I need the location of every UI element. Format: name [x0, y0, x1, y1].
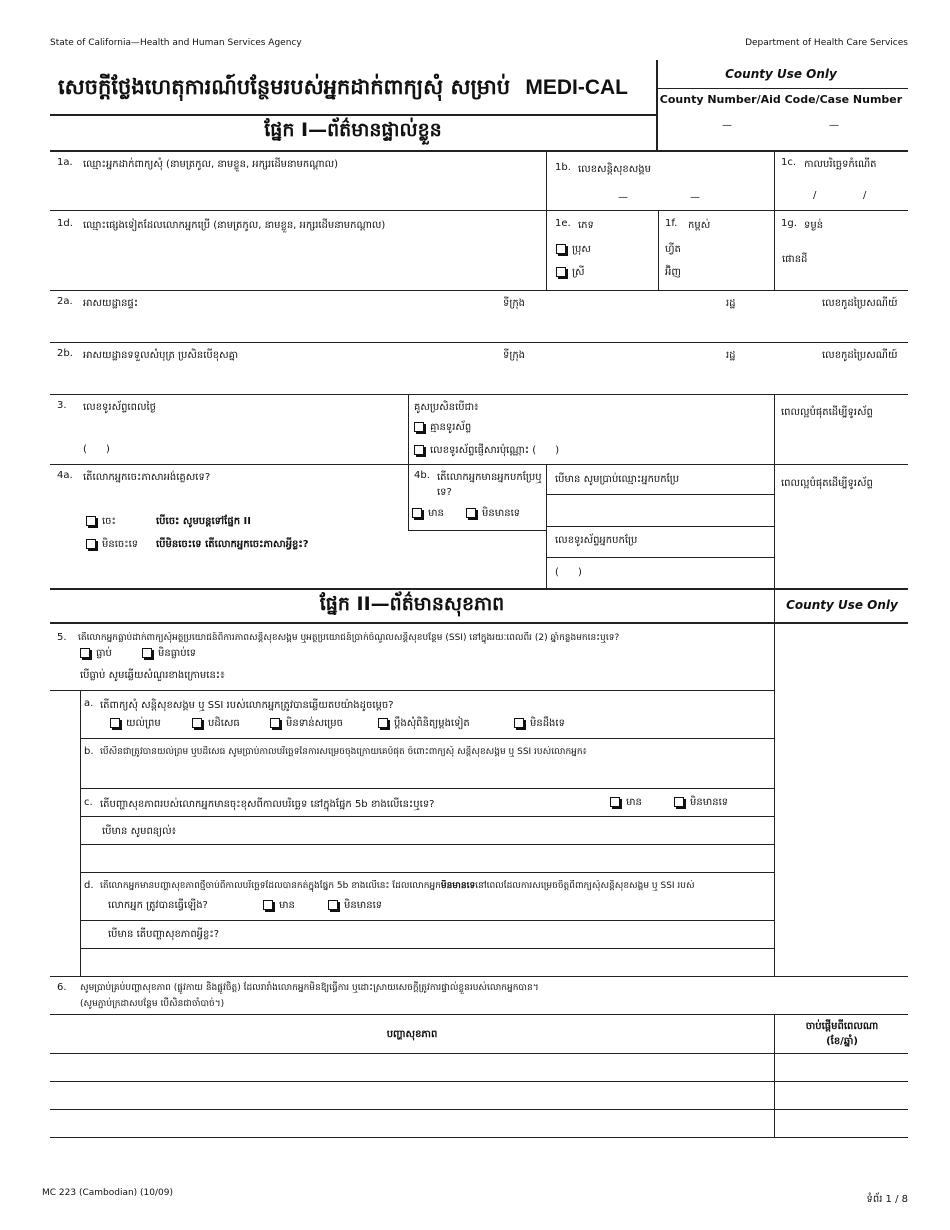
interpreter-yes-checkbox[interactable]: មាន	[412, 506, 444, 521]
q1e-label: ភេទ	[578, 220, 594, 231]
q5d-yes-checkbox[interactable]: មាន	[263, 898, 295, 913]
q5-number: 5.	[57, 632, 67, 643]
q1b-number: 1b.	[555, 162, 571, 173]
form-title: សេចក្តីថ្លែងហេតុការណ៍បន្ថែមរបស់អ្នកដាក់ពាក្យសុំ សម្រាប់ MEDI-CAL	[58, 75, 628, 99]
start-date-row-field[interactable]	[776, 1055, 906, 1079]
checkbox-icon	[412, 508, 422, 518]
q2b-state-label: រដ្ឋ	[726, 350, 736, 361]
q2b-city-label: ទីក្រុង	[503, 350, 526, 361]
start-date-column-header: ចាប់ផ្តើមពីពេលណា (ខែ/ឆ្នាំ)	[805, 1021, 879, 1047]
q2a-state-label: រដ្ឋ	[726, 298, 736, 309]
ssn-dash: —	[690, 192, 700, 203]
q2a-zip-label: លេខកូដប្រៃសណីយ៍	[822, 298, 898, 309]
english-no-checkbox[interactable]: មិនចេះទេ	[86, 537, 138, 552]
checkbox-icon	[514, 718, 524, 728]
checkbox-icon	[378, 718, 388, 728]
q5d-no-checkbox[interactable]: មិនមានទេ	[328, 898, 382, 913]
english-no-note: បើមិនចេះទេ តើលោកអ្នកចេះភាសាអ្វីខ្លះ?	[156, 539, 309, 550]
interpreter-no-checkbox[interactable]: មិនមានទេ	[466, 506, 520, 521]
message-phone-checkbox[interactable]: លេខទូរស័ព្ទផ្ញើសារប៉ុណ្ណោះ ( )	[414, 443, 559, 458]
q3-check-label: គូសប្រសិនបើជា៖	[414, 402, 479, 413]
q1c-number: 1c.	[781, 157, 797, 168]
checkbox-icon	[80, 648, 90, 658]
checkbox-icon	[610, 797, 620, 807]
checkbox-icon	[328, 900, 338, 910]
interpreter-phone-field[interactable]: ( )	[555, 567, 582, 578]
dob-slash: /	[863, 190, 867, 201]
q1c-label: កាលបរិច្ឆេទកំណើត	[804, 159, 877, 170]
health-problem-row-field[interactable]	[52, 1083, 772, 1107]
q2a-city-label: ទីក្រុង	[503, 298, 526, 309]
q1d-number: 1d.	[57, 218, 73, 229]
q5-text: តើលោកអ្នកធ្លាប់ដាក់ពាក្យសុំអត្ថប្រយោជន៍ពិការភាពសន្តិសុខសង្គម ឬអត្ថប្រយោជន៍ប្រាក់ចំណូលសន្តិសុខបន្ថែម (SSI) នៅក្នុងរយៈពេលពីរ (2) ឆ្នាំកន្លងមកនេះឬទេ?	[78, 633, 620, 643]
agency-name: State of California—Health and Human Services Agency	[50, 38, 302, 48]
q2a-number: 2a.	[57, 296, 73, 307]
q5a-denied-checkbox[interactable]: បដិសេធ	[192, 716, 240, 731]
county-use-only-label: County Use Only	[725, 67, 837, 81]
checkbox-icon	[556, 244, 566, 254]
page-number: ទំព័រ 1 / 8	[866, 1194, 908, 1205]
checkbox-icon	[110, 718, 120, 728]
q5a-letter: a.	[84, 698, 94, 709]
q5b-letter: b.	[84, 746, 94, 757]
q1a-label: ឈ្មោះអ្នកដាក់ពាក្យសុំ (នាមត្រកូល, នាមខ្លួន, អក្សរដើមនាមកណ្តាល)	[83, 159, 339, 170]
checkbox-icon	[414, 422, 424, 432]
county-number-dash: —	[722, 120, 732, 131]
health-problem-row-field[interactable]	[52, 1055, 772, 1079]
checkbox-icon	[674, 797, 684, 807]
q6-number: 6.	[57, 982, 67, 993]
ssn-dash: —	[618, 192, 628, 203]
sex-male-checkbox[interactable]: ប្រុស	[556, 242, 591, 257]
q1f-number: 1f.	[665, 218, 678, 229]
q2b-zip-label: លេខកូដប្រៃសណីយ៍	[822, 350, 898, 361]
start-date-row-field[interactable]	[776, 1083, 906, 1107]
q5a-unknown-checkbox[interactable]: មិនដឹងទេ	[514, 716, 565, 731]
interpreter-name-label: បើមាន សូមប្រាប់ឈ្មោះអ្នកបកប្រែ	[555, 474, 680, 485]
q5a-appeal-checkbox[interactable]: ប្តឹងសុំពិនិត្យម្តងទៀត	[378, 716, 470, 731]
q5b-text: បើសិនជាត្រូវបានយល់ព្រម ឬបដិសេធ សូមប្រាប់កាលបរិច្ឆេទនៃការសម្រេចចុងក្រោយគេបំផុត ចំពោះពាក្យសុំ សន្តិសុខសង្គម ឬ SSI របស់លោកអ្នក៖	[100, 747, 587, 757]
weight-pounds-label: ផោនដី	[782, 254, 808, 265]
q5d-text: តើលោកអ្នកមានបញ្ហាសុខភាពថ្មីចាប់ពីកាលបរិច្ឆេទដែលបានកត់ក្នុងផ្នែក 5b ខាងលើនេះ ដែលលោកអ្នកមិនមានទេនៅពេលដែលការសម្រេចចិត្តពីពាក្យសុំសន្តិសុខសង្គម ឬ SSI របស់	[100, 881, 695, 891]
q1d-label: ឈ្មោះផ្សេងទៀតដែលលោកអ្នកប្រើ (នាមត្រកូល, នាមខ្លួន, អក្សរដើមនាមកណ្តាល)	[83, 220, 386, 231]
health-problem-row-field[interactable]	[52, 1111, 772, 1135]
q5a-pending-checkbox[interactable]: មិនទាន់សម្រេច	[270, 716, 343, 731]
section-2-title: ផ្នែក II—ព័ត៌មានសុខភាព	[319, 593, 505, 615]
q5d-if-label: បើមាន តើបញ្ហាសុខភាពអ្វីខ្លះ?	[108, 929, 220, 940]
height-field[interactable]	[700, 238, 772, 286]
q4a-label: តើលោកអ្នកចេះភាសាអង់គ្លេសទេ?	[83, 472, 211, 483]
q5c-explain-field[interactable]	[82, 846, 772, 870]
county-number-dash: —	[829, 120, 839, 131]
county-number-label: County Number/Aid Code/Case Number	[659, 93, 903, 106]
q5d-text-cont: លោកអ្នក ត្រូវបានធ្វើឡើង?	[108, 900, 208, 911]
checkbox-icon	[556, 267, 566, 277]
no-phone-checkbox[interactable]: គ្មានទូរស័ព្ទ	[414, 420, 471, 435]
q4b-label: តើលោកអ្នកមានអ្នកបកប្រែឬទេ?	[437, 472, 542, 498]
q5d-letter: d.	[84, 880, 94, 891]
q4b-number: 4b.	[414, 470, 430, 481]
checkbox-icon	[142, 648, 152, 658]
checkbox-icon	[86, 516, 96, 526]
q5a-text: តើពាក្យសុំ សន្តិសុខសង្គម ឬ SSI របស់លោកអ្នកត្រូវបានឆ្លើយតបយ៉ាងដូចម្តេច?	[100, 700, 394, 711]
q5-no-checkbox[interactable]: មិនធ្លាប់ទេ	[142, 646, 196, 661]
dob-field[interactable]	[776, 176, 908, 208]
interpreter-name-field[interactable]	[548, 496, 772, 524]
county-use-only-label: County Use Only	[786, 598, 898, 612]
q3-number: 3.	[57, 400, 67, 411]
q4-best-time-label: ពេលល្អបំផុតដើម្បីទូរស័ព្ទ	[781, 478, 873, 489]
department-name: Department of Health Care Services	[745, 38, 908, 48]
q5-if-label: បើធ្លាប់ សូមឆ្លើយសំណួរខាងក្រោមនេះ៖	[80, 670, 225, 681]
q5c-letter: c.	[84, 797, 93, 808]
height-feet-label: ហ្វីត	[665, 244, 681, 255]
english-yes-note: បើចេះ សូមបន្តទៅផ្នែក II	[156, 516, 251, 527]
other-names-field[interactable]	[52, 234, 546, 288]
q5a-approved-checkbox[interactable]: យល់ព្រម	[110, 716, 161, 731]
home-address-field[interactable]	[52, 312, 908, 340]
q6-note: (សូមភ្ជាប់ក្រដាសបន្ថែម បើសិនជាចាំបាច់។)	[80, 999, 225, 1009]
sex-female-checkbox[interactable]: ស្រី	[556, 265, 585, 280]
height-inches-label: អ៊ិញ	[665, 267, 681, 278]
q5c-if-label: បើមាន សូមពន្យល់៖	[102, 826, 177, 837]
interpreter-phone-label: លេខទូរស័ព្ទអ្នកបកប្រែ	[555, 535, 638, 546]
checkbox-icon	[263, 900, 273, 910]
q1a-number: 1a.	[57, 157, 73, 168]
checkbox-icon	[466, 508, 476, 518]
q5c-no-checkbox[interactable]: មិនមានទេ	[674, 795, 728, 810]
q5b-date-field[interactable]	[82, 762, 772, 786]
q6-text: សូមប្រាប់គ្រប់បញ្ហាសុខភាព (ផ្លូវកាយ និងផ្លូវចិត្ត) ដែលរារាំងលោកអ្នកមិនឱ្យធ្វើការ ឬដោះស្រាយសេចក្តីត្រូវការផ្ទាល់ខ្លួនរបស់លោកអ្នកបាន។	[80, 983, 539, 993]
q2b-number: 2b.	[57, 348, 73, 359]
checkbox-icon	[86, 539, 96, 549]
q4a-number: 4a.	[57, 470, 73, 481]
checkbox-icon	[270, 718, 280, 728]
q1g-number: 1g.	[781, 218, 797, 229]
mailing-address-field[interactable]	[52, 364, 908, 392]
q3-label: លេខទូរស័ព្ទពេលថ្ងៃ	[83, 402, 156, 413]
q2b-label: អាសយដ្ឋានទទួលសំបុត្រ ប្រសិនបើខុសគ្នា	[83, 350, 239, 361]
q1b-label: លេខសន្តិសុខសង្គម	[578, 164, 651, 175]
checkbox-icon	[414, 445, 424, 455]
applicant-name-field[interactable]	[52, 172, 546, 208]
q5c-yes-checkbox[interactable]: មាន	[610, 795, 642, 810]
dob-slash: /	[813, 190, 817, 201]
q3-best-time-label: ពេលល្អបំផុតដើម្បីទូរស័ព្ទ	[781, 407, 873, 418]
q5-yes-checkbox[interactable]: ធ្លាប់	[80, 646, 112, 661]
q1e-number: 1e.	[555, 218, 571, 229]
ssn-field[interactable]	[548, 176, 772, 208]
health-problem-column-header: បញ្ហាសុខភាព	[386, 1029, 438, 1040]
daytime-phone-field[interactable]: ( )	[83, 444, 110, 455]
form-id: MC 223 (Cambodian) (10/09)	[42, 1188, 174, 1198]
weight-field[interactable]	[820, 240, 906, 284]
q1g-label: ទម្ងន់	[804, 220, 824, 231]
q5c-text: តើបញ្ហាសុខភាពរបស់លោកអ្នកមានចុះខុសពីកាលបរិច្ឆេទ នៅក្នុងផ្នែក 5b ខាងលើនេះឬទេ?	[100, 799, 435, 810]
q2a-label: អាសយដ្ឋានផ្ទះ	[83, 298, 139, 309]
q1f-label: កម្ពស់	[688, 220, 711, 231]
q5d-problems-field[interactable]	[82, 950, 772, 974]
section-1-title: ផ្នែក I—ព័ត៌មានផ្ទាល់ខ្លួន	[264, 119, 442, 141]
english-yes-checkbox[interactable]: ចេះ	[86, 514, 116, 529]
start-date-row-field[interactable]	[776, 1111, 906, 1135]
checkbox-icon	[192, 718, 202, 728]
